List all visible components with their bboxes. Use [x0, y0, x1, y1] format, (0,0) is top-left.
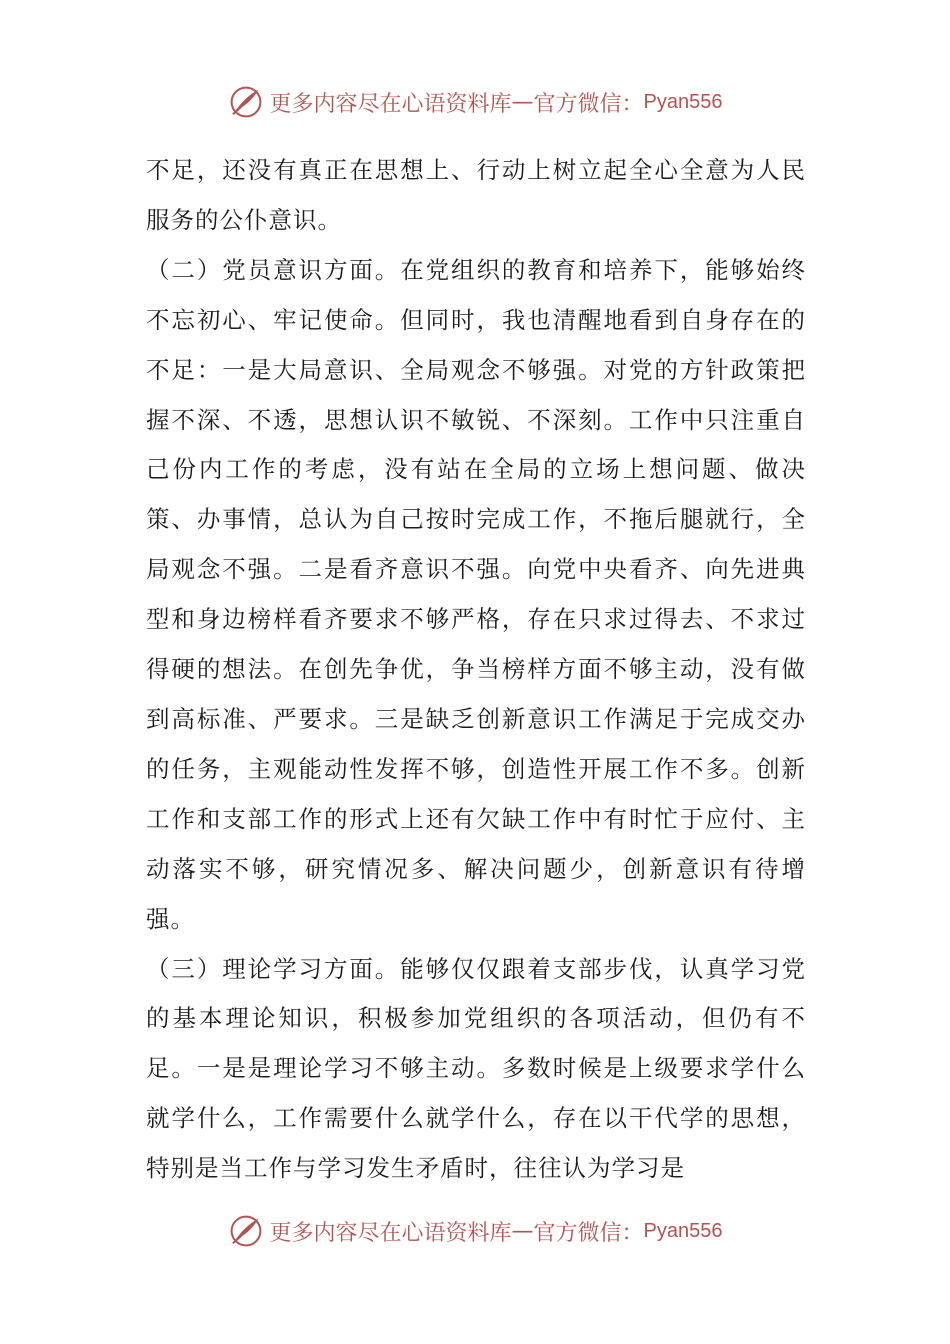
quill-pen-logo-icon [228, 1213, 264, 1249]
paragraph-party-member-awareness: （二）党员意识方面。在党组织的教育和培养下，能够始终不忘初心、牢记使命。但同时，我也清醒地看到自身存在的不足：一是大局意识、全局观念不够强。对党的方针政策把握不深、不透，思想认识不敏锐、不深刻。工作中只注重自己份内工作的考虑，没有站在全局的立场上想问题、做决策、办事情，总认为自己按时完成工作，不拖后腿就行，全局观念不强。二是看齐意识不强。向党中央看齐、向先进典型和身边榜样看齐要求不够严格，存在只求过得去、不求过得硬的想法。在创先争优，争当榜样方面不够主动，没有做到高标准、严要求。三是缺乏创新意识工作满足于完成交办的任务，主观能动性发挥不够，创造性开展工作不多。创新工作和支部工作的形式上还有欠缺工作中有时忙于应付、主动落实不够，研究情况多、解决问题少，创新意识有待增强。 [146, 255, 806, 933]
document-body [146, 146, 806, 1194]
watermark-wechat-label: 官方微信： [533, 91, 644, 117]
watermark-separator: — [511, 1218, 534, 1244]
watermark-brand: 更多内容尽在心语资料库 [269, 91, 512, 117]
watermark-wechat-id: Pyan556 [643, 90, 723, 113]
watermark-wechat-id: Pyan556 [643, 1219, 723, 1242]
paragraph-theory-study: （三）理论学习方面。能够仅仅跟着支部步伐，认真学习党的基本理论知识，积极参加党组织的各项活动，但仍有不足。一是是理论学习不够主动。多数时候是上级要求学什么就学什么，工作需要什么就学什么，存在以干代学的思想，特别是当工作与学习发生矛盾时，往往认为学习是 [146, 954, 806, 1183]
watermark-wechat-label: 官方微信： [533, 1220, 644, 1246]
paragraph-continuation: 不足，还没有真正在思想上、行动上树立起全心全意为人民服务的公仆意识。 [146, 156, 806, 234]
watermark-separator: — [511, 89, 534, 115]
footer-watermark [0, 1209, 950, 1253]
quill-pen-logo-icon [228, 84, 264, 120]
header-watermark [0, 80, 950, 124]
watermark-brand: 更多内容尽在心语资料库 [269, 1220, 512, 1246]
